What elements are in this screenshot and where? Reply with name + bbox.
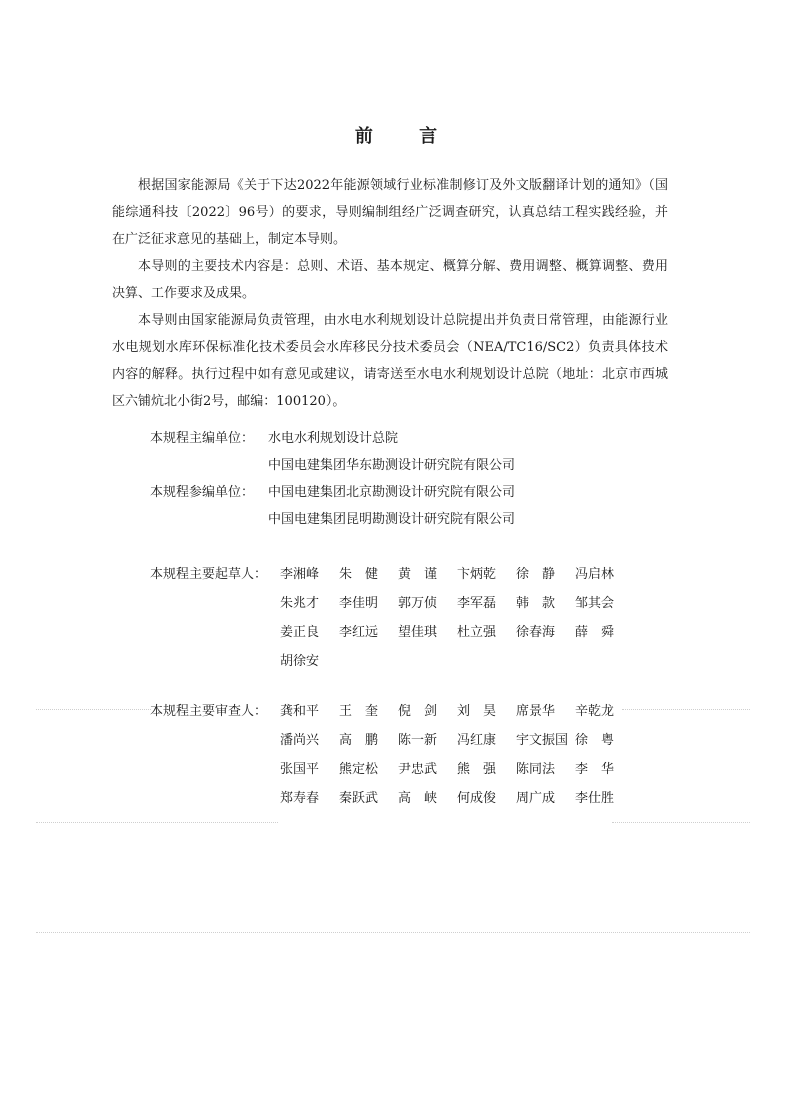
reviewers — [150, 697, 634, 813]
participating-unit: 中国电建集团北京勘测设计研究院有限公司 — [268, 485, 516, 500]
paragraph: 本导则由国家能源局负责管理，由水电水利规划设计总院提出并负责日常管理，由能源行业水电规划水库环保标准化技术委员会水库移民分技术委员会（NEA/TC16/SC2）负责具体技术内容的解释。执行过程中如有意见或建议，请寄送至水电水利规划设计总院（地址：北京市西城区六铺炕北小街2号，邮编：100120）。 — [112, 313, 668, 409]
paragraph: 根据国家能源局《关于下达2022年能源领域行业标准制修订及外文版翻译计划的通知》（国能综通科技〔2022〕96号）的要求，导则编制组经广泛调查研究，认真总结工程实践经验，并在广泛征求意见的基础上，制定本导则。 — [112, 178, 668, 247]
drafter-name: 徐 静 — [516, 567, 556, 582]
drafter-name: 卞炳乾 — [457, 567, 497, 582]
reviewer-name: 潘尚兴 — [280, 733, 320, 748]
reviewer-name: 秦跃武 — [339, 791, 379, 806]
drafter-name: 李佳明 — [339, 596, 379, 611]
drafter-name: 杜立强 — [457, 625, 497, 640]
reviewer-name: 冯红康 — [457, 733, 497, 748]
reviewer-name: 李仕胜 — [575, 791, 615, 806]
drafter-name: 李湘峰 — [280, 567, 320, 582]
reviewer-name: 李 华 — [575, 762, 615, 777]
reviewer-name: 张国平 — [280, 762, 320, 777]
reviewer-name: 宇文振国 — [516, 733, 569, 748]
drafters-label: 本规程主要起草人： — [150, 567, 268, 582]
reviewer-name: 郑寿春 — [280, 791, 320, 806]
drafter-name: 徐春海 — [516, 625, 556, 640]
drafter-name: 冯启林 — [575, 567, 615, 582]
drafter-name: 胡徐安 — [280, 654, 320, 669]
drafter-name: 朱兆才 — [280, 596, 320, 611]
participating-units-label: 本规程参编单位： — [150, 485, 255, 500]
reviewer-name: 熊 强 — [457, 762, 497, 777]
reviewer-name: 倪 剑 — [398, 704, 438, 719]
dotted-divider — [36, 709, 151, 710]
drafter-name: 薛 舜 — [575, 625, 615, 640]
reviewer-name: 陈一新 — [398, 733, 438, 748]
reviewers-label: 本规程主要审查人： — [150, 704, 268, 719]
reviewer-name: 席景华 — [516, 704, 556, 719]
reviewer-name: 王 奎 — [339, 704, 379, 719]
drafter-name: 朱 健 — [339, 567, 379, 582]
reviewer-name: 徐 粤 — [575, 733, 615, 748]
chief-unit: 中国电建集团华东勘测设计研究院有限公司 — [268, 458, 516, 473]
drafter-name: 黄 谨 — [398, 567, 438, 582]
reviewer-name: 龚和平 — [280, 704, 320, 719]
dotted-divider — [622, 709, 750, 710]
reviewer-name: 尹忠武 — [398, 762, 438, 777]
dotted-divider — [612, 822, 750, 823]
paragraph: 本导则的主要技术内容是：总则、术语、基本规定、概算分解、费用调整、概算调整、费用决算、工作要求及成果。 — [112, 259, 668, 301]
chief-unit: 水电水利规划设计总院 — [268, 431, 399, 446]
dotted-divider — [36, 932, 750, 933]
preface-body — [112, 172, 668, 415]
reviewer-name: 高 峡 — [398, 791, 438, 806]
participating-unit: 中国电建集团昆明勘测设计研究院有限公司 — [268, 512, 516, 527]
reviewer-name: 何成俊 — [457, 791, 497, 806]
drafter-name: 望佳琪 — [398, 625, 438, 640]
reviewer-name: 辛乾龙 — [575, 704, 615, 719]
drafter-name: 邹其会 — [575, 596, 615, 611]
drafter-name: 郭万侦 — [398, 596, 438, 611]
reviewer-name: 陈同法 — [516, 762, 556, 777]
dotted-divider — [36, 822, 278, 823]
drafter-name: 李红远 — [339, 625, 379, 640]
page-title: 前 言 — [354, 126, 458, 147]
reviewer-name: 高 鹏 — [339, 733, 379, 748]
chief-units-label: 本规程主编单位： — [150, 431, 255, 446]
reviewer-name: 刘 昊 — [457, 704, 497, 719]
drafter-name: 姜正良 — [280, 625, 320, 640]
drafter-name: 韩 款 — [516, 596, 556, 611]
reviewer-name: 熊定松 — [339, 762, 379, 777]
reviewer-name: 周广成 — [516, 791, 556, 806]
chief-units — [150, 425, 515, 533]
drafters — [150, 560, 634, 676]
drafter-name: 李军磊 — [457, 596, 497, 611]
